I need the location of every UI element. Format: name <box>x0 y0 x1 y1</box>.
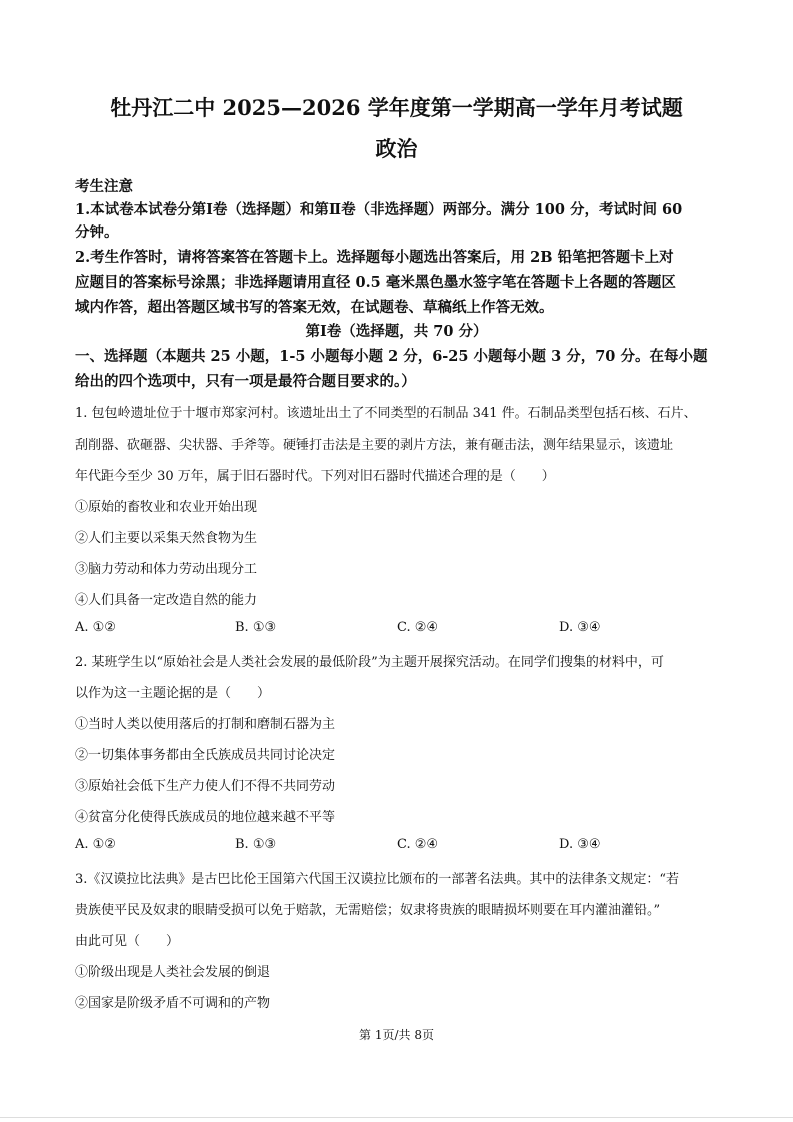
question-1-stem: 刮削器、砍砸器、尖状器、手斧等。硬锤打击法是主要的剥片方法，兼有砸击法，测年结果显示，该遗址 <box>75 438 674 453</box>
section-instruction: 一、选择题（本题共 25 小题，1-5 小题每小题 2 分，6-25 小题每小题 3 分，70 分。在每小题 <box>75 348 708 365</box>
option-b[interactable]: B. ①③ <box>235 620 277 635</box>
option-a[interactable]: A. ①② <box>75 837 116 852</box>
page-bottom-divider <box>0 1117 793 1118</box>
question-2-item: ④贫富分化使得氏族成员的地位越来越不平等 <box>75 810 336 825</box>
subject-title: 政治 <box>375 136 418 161</box>
section-title: 第Ⅰ卷（选择题，共 70 分） <box>305 323 488 340</box>
question-2-item: ③原始社会低下生产力使人们不得不共同劳动 <box>75 779 336 794</box>
notice-line: 2.考生作答时，请将答案答在答题卡上。选择题每小题选出答案后，用 2B 铅笔把答题卡上对 <box>75 249 674 266</box>
question-3-stem: 由此可见（ ） <box>75 934 180 949</box>
question-1-stem: 1. 包包岭遗址位于十堰市郑家河村。该遗址出土了不同类型的石制品 341 件。石制品类型包括石核、石片、 <box>75 406 697 421</box>
option-a[interactable]: A. ①② <box>75 620 116 635</box>
page-number: 第 1页/共 8页 <box>359 1028 434 1042</box>
option-d[interactable]: D. ③④ <box>559 620 601 635</box>
question-3-item: ①阶级出现是人类社会发展的倒退 <box>75 965 271 980</box>
question-2-stem: 2. 某班学生以“原始社会是人类社会发展的最低阶段”为主题开展探究活动。在同学们搜集的材料中，可 <box>75 655 664 670</box>
question-1-stem: 年代距今至少 30 万年，属于旧石器时代。下列对旧石器时代描述合理的是（ ） <box>75 469 555 484</box>
option-b[interactable]: B. ①③ <box>235 837 277 852</box>
question-3-item: ②国家是阶级矛盾不可调和的产物 <box>75 996 271 1011</box>
page-title: 牡丹江二中 2025—2026 学年度第一学期高一学年月考试题 <box>110 95 683 120</box>
notice-line: 分钟。 <box>75 224 119 241</box>
question-1-item: ②人们主要以采集天然食物为生 <box>75 531 258 546</box>
question-1-item: ①原始的畜牧业和农业开始出现 <box>75 500 258 515</box>
question-3-stem: 3.《汉谟拉比法典》是古巴比伦王国第六代国王汉谟拉比颁布的一部著名法典。其中的法律条文规定：“若 <box>75 872 680 887</box>
notice-line: 域内作答，超出答题区域书写的答案无效，在试题卷、草稿纸上作答无效。 <box>75 299 554 316</box>
question-1-item: ③脑力劳动和体力劳动出现分工 <box>75 562 258 577</box>
notice-heading: 考生注意 <box>75 178 133 195</box>
option-c[interactable]: C. ②④ <box>397 620 439 635</box>
notice-line: 1.本试卷本试卷分第Ⅰ卷（选择题）和第Ⅱ卷（非选择题）两部分。满分 100 分，考试时间 60 <box>75 201 683 218</box>
option-d[interactable]: D. ③④ <box>559 837 601 852</box>
notice-line: 应题目的答案标号涂黑；非选择题请用直径 0.5 毫米黑色墨水签字笔在答题卡上各题的答题区 <box>75 274 676 291</box>
question-2-item: ②一切集体事务都由全氏族成员共同讨论决定 <box>75 748 336 763</box>
option-c[interactable]: C. ②④ <box>397 837 439 852</box>
question-2-item: ①当时人类以使用落后的打制和磨制石器为主 <box>75 717 336 732</box>
question-2-stem: 以作为这一主题论据的是（ ） <box>75 686 271 701</box>
question-1-item: ④人们具备一定改造自然的能力 <box>75 593 258 608</box>
question-3-stem: 贵族使平民及奴隶的眼睛受损可以免于赔款，无需赔偿；奴隶将贵族的眼睛损坏则要在耳内灌油灌铅。” <box>75 903 661 918</box>
section-instruction: 给出的四个选项中，只有一项是最符合题目要求的。） <box>75 373 416 390</box>
